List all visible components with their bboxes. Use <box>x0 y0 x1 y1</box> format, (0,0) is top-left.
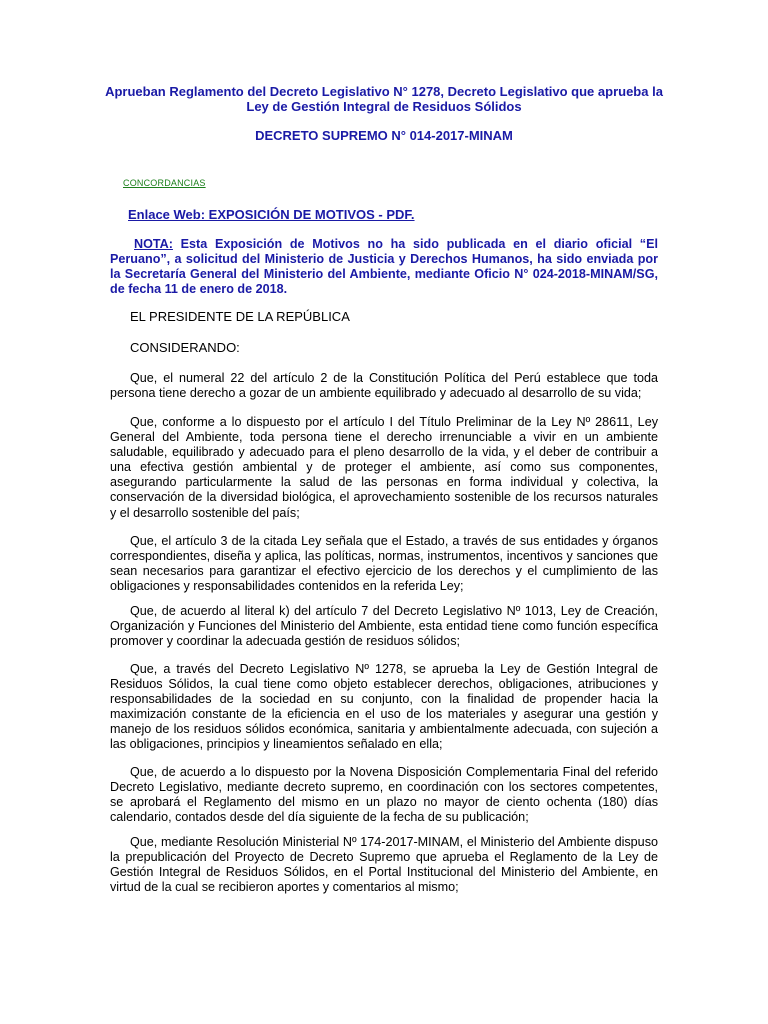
president-heading: EL PRESIDENTE DE LA REPÚBLICA <box>130 309 350 324</box>
nota-text: Esta Exposición de Motivos no ha sido publicada en el diario oficial “El Peruano”, a solicitud del Ministerio de Justicia y Derechos Humanos, ha sido enviada por la Secretaría General del Ministerio del Ambiente, mediante Oficio N° 024-2018-MINAM/SG, de fecha 11 de enero de 2018. <box>110 237 658 296</box>
concordancias-link[interactable]: CONCORDANCIAS <box>123 178 206 188</box>
considerando-heading: CONSIDERANDO: <box>130 340 240 355</box>
considerando-paragraph: Que, el artículo 3 de la citada Ley señala que el Estado, a través de sus entidades y órganos correspondientes, diseña y aplica, las políticas, normas, instrumentos, incentivos y sanciones que sean necesarios para garantizar el efectivo ejercicio de los derechos y el cumplimiento de las obligaciones y responsabilidades contenidos en la referida Ley; <box>110 534 658 594</box>
nota-label: NOTA: <box>134 237 173 251</box>
considerando-paragraph: Que, mediante Resolución Ministerial Nº 174-2017-MINAM, el Ministerio del Ambiente dispuso la prepublicación del Proyecto de Decreto Supremo que aprueba el Reglamento de la Ley de Gestión Integral de Residuos Sólidos, en el Portal Institucional del Ministerio del Ambiente, en virtud de la cual se recibieron aportes y comentarios al mismo; <box>110 835 658 895</box>
considerando-paragraph: Que, a través del Decreto Legislativo Nº 1278, se aprueba la Ley de Gestión Integral de Residuos Sólidos, la cual tiene como objeto establecer derechos, obligaciones, atribuciones y responsabilidades de la sociedad en su conjunto, con la finalidad de propender hacia la maximización constante de la eficiencia en el uso de los materiales y asegurar una gestión y manejo de los residuos sólidos económica, sanitaria y ambientalmente adecuada, con sujeción a las obligaciones, principios y lineamientos señalado en ella; <box>110 662 658 752</box>
document-title: Aprueban Reglamento del Decreto Legislativo N° 1278, Decreto Legislativo que aprueba la Ley de Gestión Integral de Residuos Sólidos <box>105 84 663 114</box>
considerando-paragraph: Que, conforme a lo dispuesto por el artículo I del Título Preliminar de la Ley Nº 28611, Ley General del Ambiente, toda persona tiene el derecho irrenunciable a vivir en un ambiente saludable, equilibrado y adecuado para el pleno desarrollo de la vida, y el deber de contribuir a una efectiva gestión ambiental y de proteger el ambiente, así como sus componentes, asegurando particularmente la salud de las personas en forma individual y colectiva, la conservación de la diversidad biológica, el aprovechamiento sostenible de los recursos naturales y el desarrollo sostenible del país; <box>110 415 658 520</box>
decree-number: DECRETO SUPREMO N° 014-2017-MINAM <box>255 128 513 143</box>
exposicion-motivos-link[interactable]: Enlace Web: EXPOSICIÓN DE MOTIVOS - PDF. <box>128 207 415 222</box>
nota-paragraph <box>110 237 658 297</box>
considerando-paragraph: Que, de acuerdo al literal k) del artículo 7 del Decreto Legislativo Nº 1013, Ley de Creación, Organización y Funciones del Ministerio del Ambiente, esta entidad tiene como función específica promover y coordinar la adecuada gestión de residuos sólidos; <box>110 604 658 649</box>
considerando-paragraph: Que, el numeral 22 del artículo 2 de la Constitución Política del Perú establece que toda persona tiene derecho a gozar de un ambiente equilibrado y adecuado al desarrollo de su vida; <box>110 371 658 401</box>
considerando-paragraph: Que, de acuerdo a lo dispuesto por la Novena Disposición Complementaria Final del referido Decreto Legislativo, mediante decreto supremo, en coordinación con los sectores competentes, se aprobará el Reglamento del mismo en un plazo no mayor de ciento ochenta (180) días calendario, contados desde del día siguiente de la fecha de su publicación; <box>110 765 658 825</box>
